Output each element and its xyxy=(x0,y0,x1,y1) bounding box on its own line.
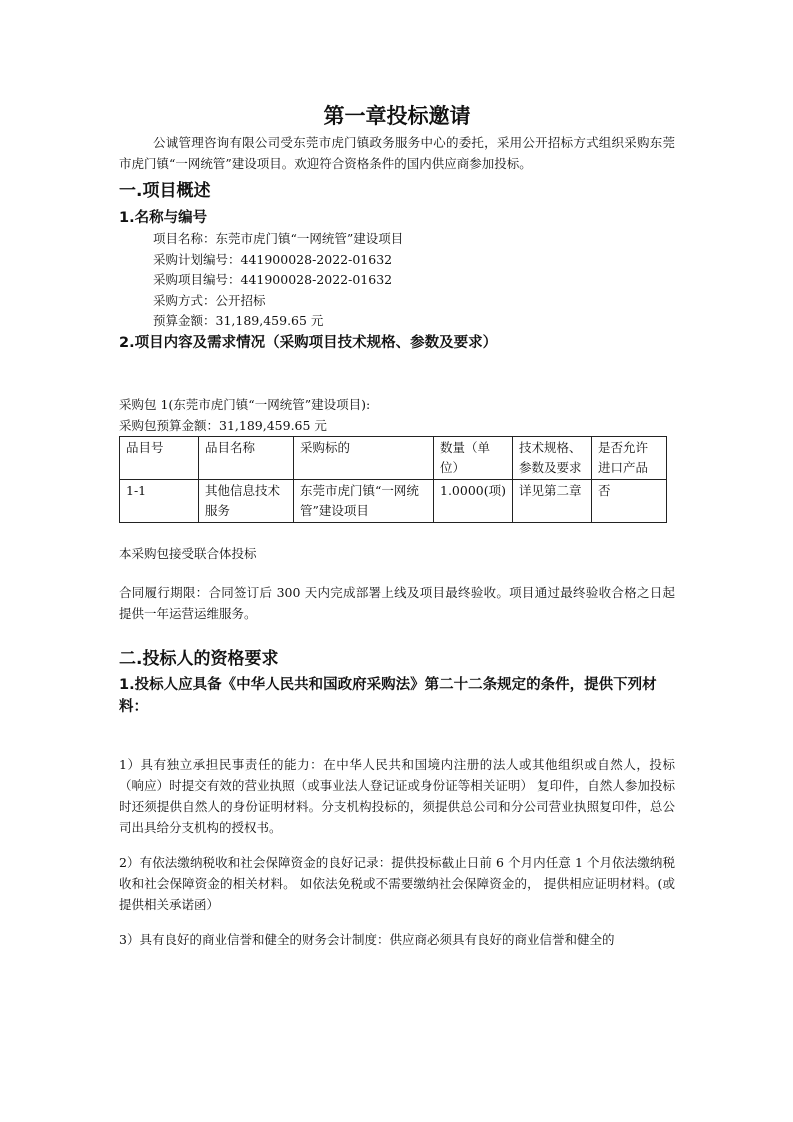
section-heading-overview: 一.项目概述 xyxy=(119,181,211,201)
contract-period: 合同履行期限：合同签订后 300 天内完成部署上线及项目最终验收。项目通过最终验收合格之日起提供一年运营运维服务。 xyxy=(119,584,675,621)
table-header-row xyxy=(120,436,667,479)
table-cell: 1.0000(项) xyxy=(434,479,513,522)
section-heading-qualification: 二.投标人的资格要求 xyxy=(119,648,279,669)
table-header-cell: 品目名称 xyxy=(199,436,294,479)
table-cell: 1-1 xyxy=(120,479,199,522)
subsection-heading-name-number: 1.名称与编号 xyxy=(119,210,208,226)
requirement-paragraph-3: 3）具有良好的商业信誉和健全的财务会计制度：供应商必须具有良好的商业信誉和健全的 xyxy=(119,931,615,947)
budget-amount: 预算金额：31,189,459.65 元 xyxy=(153,313,324,328)
subsection-heading-content: 2.项目内容及需求情况（采购项目技术规格、参数及要求） xyxy=(119,334,498,351)
table-cell: 详见第二章 xyxy=(513,479,592,522)
page-title: 第一章投标邀请 xyxy=(323,104,471,128)
document-page xyxy=(119,100,675,950)
table-row xyxy=(120,479,667,522)
table-header-cell: 品目号 xyxy=(120,436,199,479)
table-cell: 其他信息技术服务 xyxy=(199,479,294,522)
requirement-paragraph-2: 2）有依法缴纳税收和社会保障资金的良好记录：提供投标截止日前 6 个月内任意 1 个月依法缴纳税收和社会保障资金的相关材料。 如依法免税或不需要缴纳社会保障资金的， 提供相应证明材料。(或提供相关承诺函） xyxy=(119,854,675,912)
package-budget-line: 采购包预算金额：31,189,459.65 元 xyxy=(119,417,327,433)
items-table xyxy=(119,436,667,523)
intro-paragraph: 公诚管理咨询有限公司受东莞市虎门镇政务服务中心的委托，采用公开招标方式组织采购东莞市虎门镇“一网统管”建设项目。欢迎符合资格条件的国内供应商参加投标。 xyxy=(119,135,675,171)
table-header-cell: 采购标的 xyxy=(294,436,434,479)
consortium-note: 本采购包接受联合体投标 xyxy=(119,545,257,561)
project-number: 采购项目编号：441900028-2022-01632 xyxy=(153,272,393,287)
subsection-heading-requirements: 1.投标人应具备《中华人民共和国政府采购法》第二十二条规定的条件，提供下列材料： xyxy=(119,676,657,715)
package-line: 采购包 1(东莞市虎门镇“一网统管”建设项目): xyxy=(119,396,371,412)
project-name: 项目名称：东莞市虎门镇“一网统管”建设项目 xyxy=(153,231,404,246)
requirement-paragraph-1: 1）具有独立承担民事责任的能力：在中华人民共和国境内注册的法人或其他组织或自然人，投标（响应）时提交有效的营业执照（或事业法人登记证或身份证等相关证明） 复印件，自然人参加投标时还须提供自然人的身份证明材料。分支机构投标的，须提供总公司和分公司营业执照复印件，总公司出具给分支机构的授权书。 xyxy=(119,756,675,835)
plan-number: 采购计划编号：441900028-2022-01632 xyxy=(153,251,393,267)
table-header-cell: 技术规格、参数及要求 xyxy=(513,436,592,479)
table-header-cell: 数量（单位） xyxy=(434,436,513,479)
procurement-method: 采购方式：公开招标 xyxy=(153,292,266,308)
table-cell: 东莞市虎门镇“一网统管”建设项目 xyxy=(294,479,434,522)
table-header-cell: 是否允许进口产品 xyxy=(592,436,667,479)
table-cell: 否 xyxy=(592,479,667,522)
